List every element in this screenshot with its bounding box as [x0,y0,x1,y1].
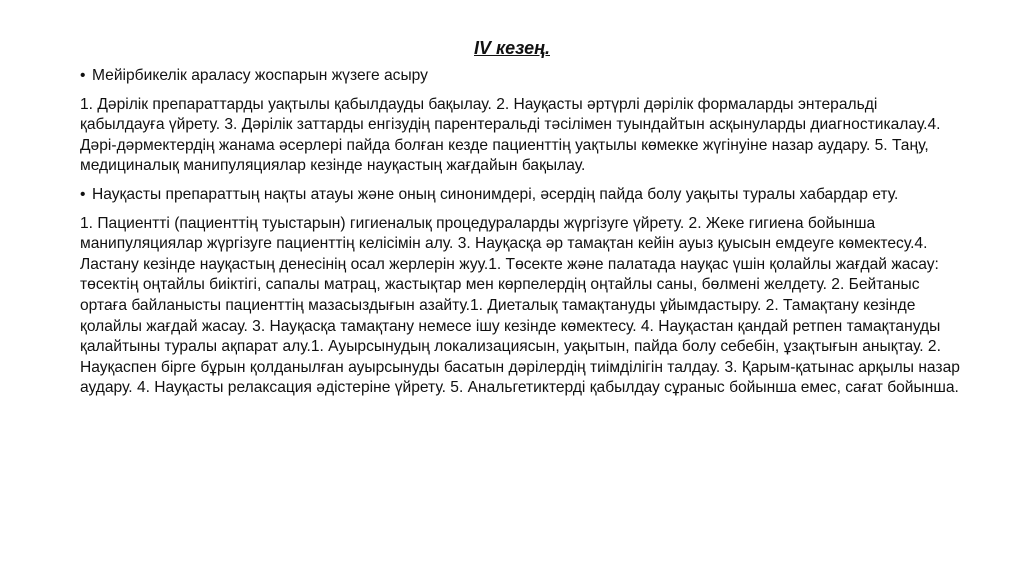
paragraph-patient-care: 1. Пациентті (пациенттің туыстарын) гигиеналық процедураларды жүргізуге үйрету. 2. Жеке гигиена бойынша манипуляциялар жүргізуге пациенттің келісімін алу. 3. Науқасқа әр тамақтан кейін ауыз қуысын емдеуге көмектесу.4. Ластану кезінде науқастың денесінің осал жерлерін жуу.1. Төсекте және палатада науқас үшін қолайлы жағдай жасау: төсектің оңтайлы биіктігі, сапалы матрац, жастықтар мен көрпелердің оңтайлы саны, бөлмені желдету. 2. Бейтаныс ортаға байланысты пациенттің мазасыздығын азайту.1. Диеталық тамақтануды ұйымдастыру. 2. Тамақтану кезінде қолайлы жағдай жасау. 3. Науқасқа тамақтану немесе ішу кезінде көмектесу. 4. Науқастан қандай ретпен тамақтануды қалайтыны туралы ақпарат алу.1. Ауырсынудың локализациясын, уақытын, пайда болу себебін, ұзақтығын анықтау. 2. Науқаспен бірге бұрын қолданылған ауырсынуды басатын дәрілердің тиімділігін талдау. 3. Қарым-қатынас арқылы назар аудару. 4. Науқасты релаксация әдістеріне үйрету. 5. Анальгетиктерді қабылдау сұраныс бойынша емес, сағат бойынша. [80,214,960,397]
bullet-item-implementation [80,66,960,87]
bullet-item-inform-patient [80,185,960,206]
bullet-dot-icon: • [80,185,86,203]
bullet-text: Науқасты препараттың нақты атауы және оның синонимдері, әсердің пайда болу уақыты туралы хабардар ету. [92,185,899,203]
paragraph-medication-control: 1. Дәрілік препараттарды уақтылы қабылдауды бақылау. 2. Науқасты әртүрлі дәрілік формаларды энтеральді қабылдауға үйрету. 3. Дәрілік заттарды енгізудің парентеральді тәсілімен туындайтын асқынуларды диагностикалау.4. Дәрі-дәрмектердің жанама әсерлері пайда болған кезде пациенттің уақтылы көмекке жүгінуіне назар аудару. 5. Таңу, медициналық манипуляциялар кезінде науқастың жағдайын бақылау. [80,95,941,175]
bullet-text: Мейірбикелік араласу жоспарын жүзеге асыру [92,67,428,84]
slide-title: IV кезең. [474,38,550,58]
bullet-dot-icon: • [80,67,86,84]
slide-content [80,66,960,407]
